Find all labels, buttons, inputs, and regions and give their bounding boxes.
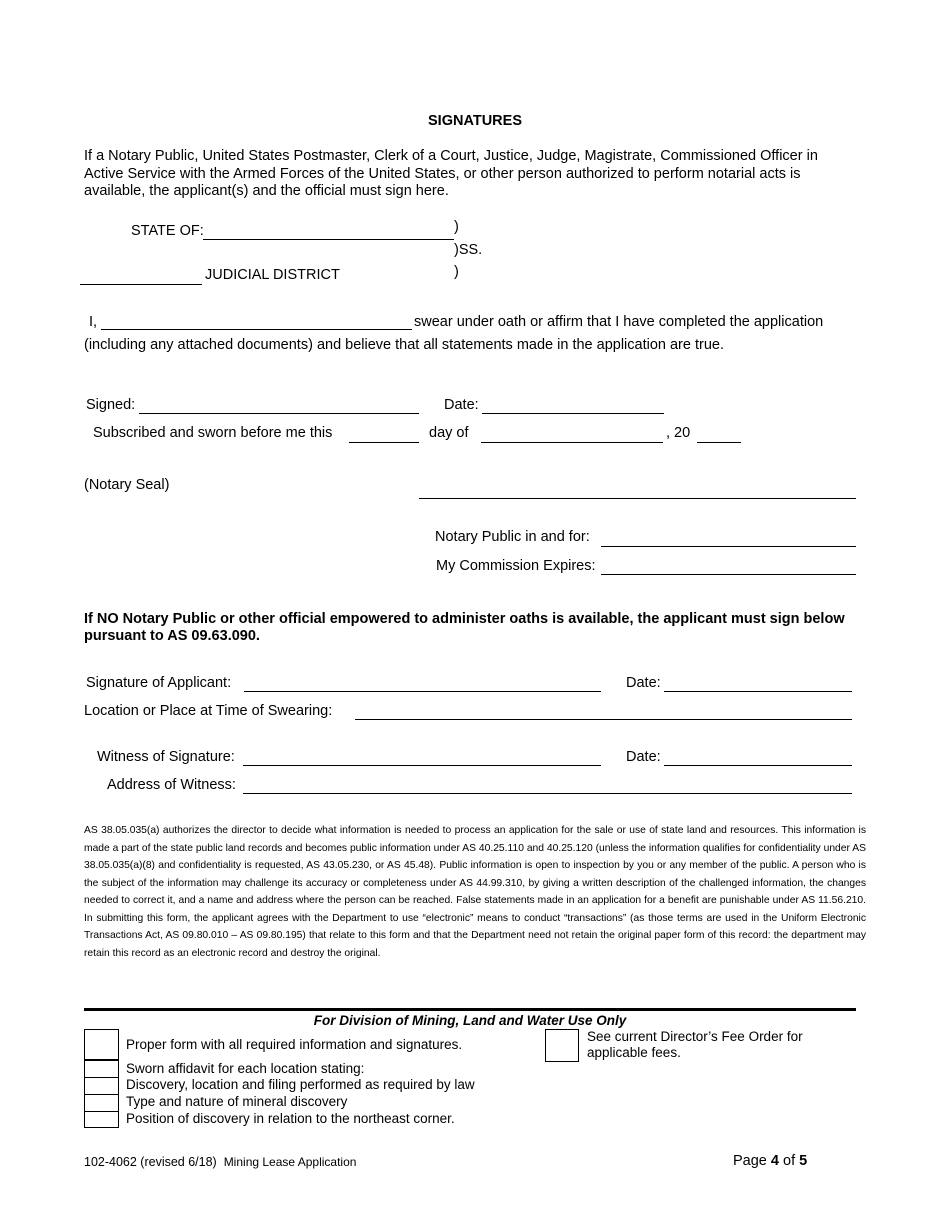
- signed-field[interactable]: [139, 413, 419, 414]
- day-of-label: day of: [429, 425, 469, 441]
- judicial-district-field[interactable]: [80, 284, 202, 285]
- page-current: 4: [770, 1153, 779, 1169]
- notary-seal-label: (Notary Seal): [84, 477, 170, 493]
- page-of: of: [778, 1153, 800, 1169]
- subscribed-month-field[interactable]: [481, 442, 663, 443]
- subscribed-day-field[interactable]: [349, 442, 419, 443]
- judicial-district-label: JUDICIAL DISTRICT: [205, 267, 340, 283]
- page-title: SIGNATURES: [428, 113, 522, 129]
- privacy-statement: AS 38.05.035(a) authorizes the director to decide what information is needed to process an application for the sale or use of state land and resources. This information is made a part of the state public land records and becomes public information under AS 40.25.110 and 40.25.120 (unless the information qualifies for confidentiality under AS 38.05.035(a)(8) and confidentiality is requested, AS 43.05.230, or AS 45.48). Public information is open to inspection by you or any member of the public. A person who is the subject of the information may challenge its accuracy or completeness under AS 44.99.310, by giving a written description of the challenged information, the changes needed to correct it, and a name and address where the person can be reached. False statements made in an application for a benefit are punishable under AS 11.56.210. In submitting this form, the applicant agrees with the Department to use “electronic” means to conduct “transactions” (as those terms are used in the Uniform Electronic Transactions Act, AS 09.80.010 – AS 09.80.195) that relate to this form and that the Department need not retain the original paper form of this record: the department may retain this record as an electronic record and destroy the original.: [84, 825, 866, 959]
- notary-date-label: Date:: [444, 397, 479, 413]
- notary-signature-field[interactable]: [419, 498, 856, 499]
- witness-address-field[interactable]: [243, 793, 852, 794]
- witness-address-label: Address of Witness:: [107, 777, 236, 793]
- page-prefix: Page: [733, 1153, 771, 1169]
- fee-note-line1: See current Director’s Fee Order for: [587, 1029, 803, 1044]
- venue-bracket-bottom: ): [454, 264, 459, 280]
- notary-date-field[interactable]: [482, 413, 664, 414]
- signed-label: Signed:: [86, 397, 136, 413]
- no-notary-notice: If NO Notary Public or other official empowered to administer oaths is available, the applicant must sign below pursuant to AS 09.63.090.: [84, 611, 845, 644]
- office-item-sworn-affidavit: Sworn affidavit for each location stating:: [126, 1061, 365, 1076]
- state-of-field[interactable]: [203, 239, 454, 240]
- office-use-divider: [84, 1008, 856, 1011]
- venue-bracket-top: ): [454, 219, 459, 235]
- witness-date-field[interactable]: [664, 765, 852, 766]
- location-field[interactable]: [355, 719, 852, 720]
- office-checkbox-sworn-affidavit[interactable]: [84, 1060, 119, 1078]
- form-number: 102-4062 (revised 6/18): [84, 1155, 217, 1169]
- office-item-position: Position of discovery in relation to the northeast corner.: [126, 1111, 455, 1126]
- applicant-signature-label: Signature of Applicant:: [86, 675, 232, 691]
- office-checkbox-discovery[interactable]: [84, 1077, 119, 1095]
- applicant-signature-field[interactable]: [244, 691, 601, 692]
- form-name: Mining Lease Application: [223, 1155, 357, 1169]
- office-checkbox-mineral-type[interactable]: [84, 1094, 119, 1112]
- office-item-mineral-type: Type and nature of mineral discovery: [126, 1094, 348, 1109]
- subscribed-label: Subscribed and sworn before me this: [93, 425, 333, 441]
- year-prefix-label: , 20: [666, 425, 691, 441]
- oath-name-field[interactable]: [101, 329, 412, 330]
- office-use-title: For Division of Mining, Land and Water Use Only: [313, 1013, 627, 1028]
- commission-label: My Commission Expires:: [436, 558, 596, 574]
- oath-text-line1: swear under oath or affirm that I have completed the application: [414, 314, 824, 330]
- subscribed-year-field[interactable]: [697, 442, 741, 443]
- intro-paragraph: If a Notary Public, United States Postmaster, Clerk of a Court, Justice, Judge, Magistrate, Commissioned Officer in Active Service with the Armed Forces of the United States, or other person authorized to perform notarial acts is available, the applicant(s) and the official must sign here.: [84, 148, 818, 199]
- applicant-date-label: Date:: [626, 675, 661, 691]
- fee-note-line2: applicable fees.: [587, 1045, 681, 1060]
- office-checkbox-fees[interactable]: [545, 1029, 579, 1062]
- venue-bracket-ss: )SS.: [454, 242, 483, 258]
- witness-signature-label: Witness of Signature:: [97, 749, 235, 765]
- footer-form-info: [84, 1155, 356, 1169]
- notary-for-field[interactable]: [601, 546, 856, 547]
- notary-for-label: Notary Public in and for:: [435, 529, 590, 545]
- location-label: Location or Place at Time of Swearing:: [84, 703, 333, 719]
- oath-i-label: I,: [89, 314, 98, 330]
- commission-field[interactable]: [601, 574, 856, 575]
- office-checkbox-proper-form[interactable]: [84, 1029, 119, 1060]
- office-item-proper-form: Proper form with all required information and signatures.: [126, 1037, 463, 1052]
- page-total: 5: [799, 1153, 808, 1169]
- office-checkbox-position[interactable]: [84, 1111, 119, 1128]
- applicant-date-field[interactable]: [664, 691, 852, 692]
- witness-date-label: Date:: [626, 749, 661, 765]
- oath-text-line2: (including any attached documents) and believe that all statements made in the application are true.: [84, 337, 724, 353]
- office-item-discovery: Discovery, location and filing performed as required by law: [126, 1077, 475, 1092]
- witness-signature-field[interactable]: [243, 765, 601, 766]
- state-of-label: STATE OF:: [131, 223, 204, 239]
- page-number: [733, 1153, 807, 1169]
